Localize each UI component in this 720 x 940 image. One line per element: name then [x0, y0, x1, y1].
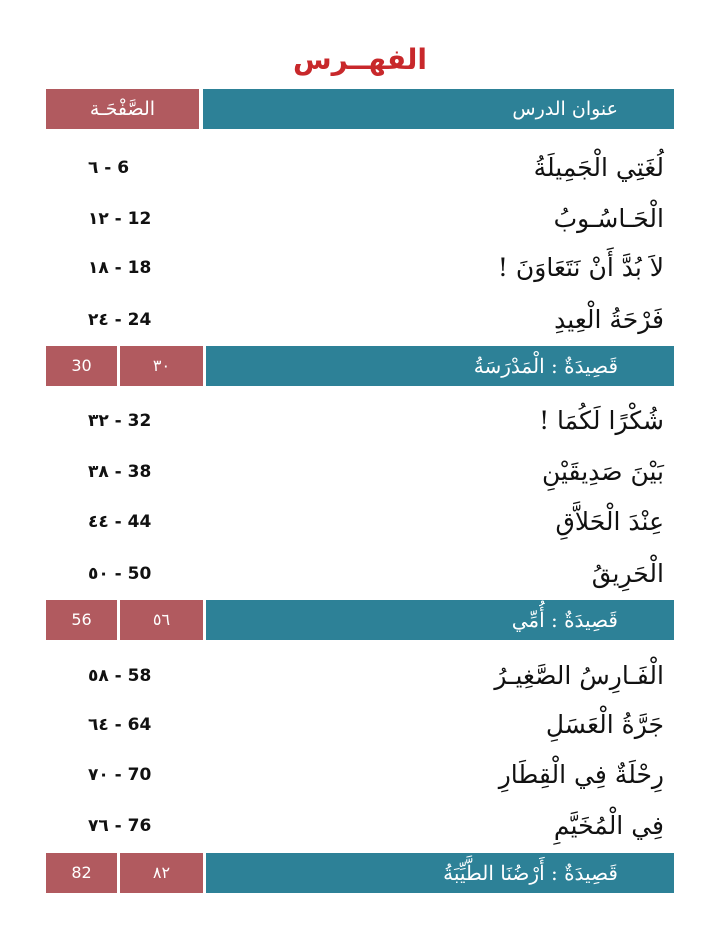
pages-number: 76: [127, 816, 152, 836]
page-column-header: الصَّفْحَـة: [46, 89, 199, 129]
lesson-row[interactable]: [0, 804, 720, 848]
pages-number: 6: [117, 158, 130, 178]
lesson-title: رِحْلَةٌ فِي الْقِطَارِ: [498, 760, 664, 789]
pages-number: 32: [127, 411, 152, 431]
pages-number: 38: [127, 462, 152, 482]
poem-page-number: 30: [46, 346, 117, 386]
page-title: الفهــرس: [293, 43, 427, 76]
range-separator: -: [108, 411, 128, 431]
lesson-title: الْحَـاسُـوبُ: [553, 204, 664, 233]
lesson-pages: [88, 804, 180, 848]
lesson-title: لاَ بُدَّ أَنْ نَتَعَاوَنَ !: [497, 253, 664, 282]
pages-arabic: ٢٤: [88, 310, 109, 330]
lesson-row[interactable]: [0, 146, 720, 190]
pages-number: 50: [127, 564, 152, 584]
lesson-pages: [88, 500, 180, 544]
lesson-title-column-header: عنوان الدرس: [203, 89, 674, 129]
lesson-pages: [88, 399, 180, 443]
poem-page-number: 56: [46, 600, 117, 640]
pages-number: 70: [127, 765, 152, 785]
pages-arabic: ٣٢: [88, 411, 109, 431]
pages-arabic: ٦: [88, 158, 99, 178]
lesson-row[interactable]: [0, 500, 720, 544]
lesson-row[interactable]: [0, 552, 720, 596]
lesson-row[interactable]: [0, 753, 720, 797]
range-separator: -: [108, 564, 128, 584]
poem-row[interactable]: [0, 346, 720, 386]
pages-arabic: ٥٠: [88, 564, 109, 584]
lesson-pages: [88, 298, 180, 342]
poem-page-number: 82: [46, 853, 117, 893]
pages-arabic: ٦٤: [88, 715, 109, 735]
pages-arabic: ٤٤: [88, 512, 109, 532]
lesson-title: فِي الْمُخَيَّمِ: [553, 811, 664, 840]
poem-row[interactable]: [0, 600, 720, 640]
lesson-row[interactable]: [0, 197, 720, 241]
lesson-row[interactable]: [0, 654, 720, 698]
pages-arabic: ٧٠: [88, 765, 109, 785]
pages-number: 24: [127, 310, 152, 330]
range-separator: -: [108, 715, 128, 735]
lesson-row[interactable]: [0, 399, 720, 443]
poem-row[interactable]: [0, 853, 720, 893]
range-separator: -: [108, 512, 128, 532]
pages-number: 12: [127, 209, 152, 229]
pages-arabic: ٣٨: [88, 462, 109, 482]
lesson-pages: [88, 753, 180, 797]
range-separator: -: [108, 666, 128, 686]
range-separator: -: [98, 158, 118, 178]
pages-arabic: ٥٨: [88, 666, 109, 686]
lesson-row[interactable]: [0, 703, 720, 747]
lesson-title: عِنْدَ الْحَلاَّقِ: [555, 507, 664, 536]
pages-number: 58: [127, 666, 152, 686]
lesson-pages: [88, 703, 180, 747]
pages-arabic: ١٢: [88, 209, 109, 229]
range-separator: -: [108, 462, 128, 482]
lesson-row[interactable]: [0, 450, 720, 494]
poem-title: قَصِيدَةٌ : أَرْضُنَا الطَّيِّبَةُ: [206, 853, 674, 893]
poem-title: قَصِيدَةٌ : الْمَدْرَسَةُ: [206, 346, 674, 386]
pages-number: 64: [127, 715, 152, 735]
range-separator: -: [108, 310, 128, 330]
lesson-pages: [88, 146, 180, 190]
lesson-pages: [88, 552, 180, 596]
range-separator: -: [108, 209, 128, 229]
poem-page-arabic: ٨٢: [120, 853, 203, 893]
lesson-title: فَرْحَةُ الْعِيدِ: [554, 305, 664, 334]
pages-arabic: ٧٦: [88, 816, 109, 836]
lesson-title: الْحَرِيقُ: [591, 559, 664, 588]
lesson-pages: [88, 654, 180, 698]
range-separator: -: [108, 816, 128, 836]
range-separator: -: [108, 765, 128, 785]
poem-title: قَصِيدَةٌ : أُمِّي: [206, 600, 674, 640]
lesson-title: بَيْنَ صَدِيقَيْنِ: [541, 457, 664, 486]
lesson-title: لُغَتِي الْجَمِيلَةُ: [533, 153, 664, 182]
pages-number: 44: [127, 512, 152, 532]
lesson-pages: [88, 450, 180, 494]
range-separator: -: [108, 258, 128, 278]
lesson-title: الْفَـارِسُ الصَّغِيـرُ: [494, 661, 664, 690]
pages-arabic: ١٨: [88, 258, 109, 278]
lesson-pages: [88, 246, 180, 290]
lesson-pages: [88, 197, 180, 241]
poem-page-arabic: ٣٠: [120, 346, 203, 386]
lesson-row[interactable]: [0, 298, 720, 342]
poem-page-arabic: ٥٦: [120, 600, 203, 640]
lesson-title: جَرَّةُ الْعَسَلِ: [545, 710, 664, 739]
pages-number: 18: [127, 258, 152, 278]
lesson-row[interactable]: [0, 246, 720, 290]
lesson-title: شُكْرًا لَكُمَا !: [539, 406, 664, 435]
